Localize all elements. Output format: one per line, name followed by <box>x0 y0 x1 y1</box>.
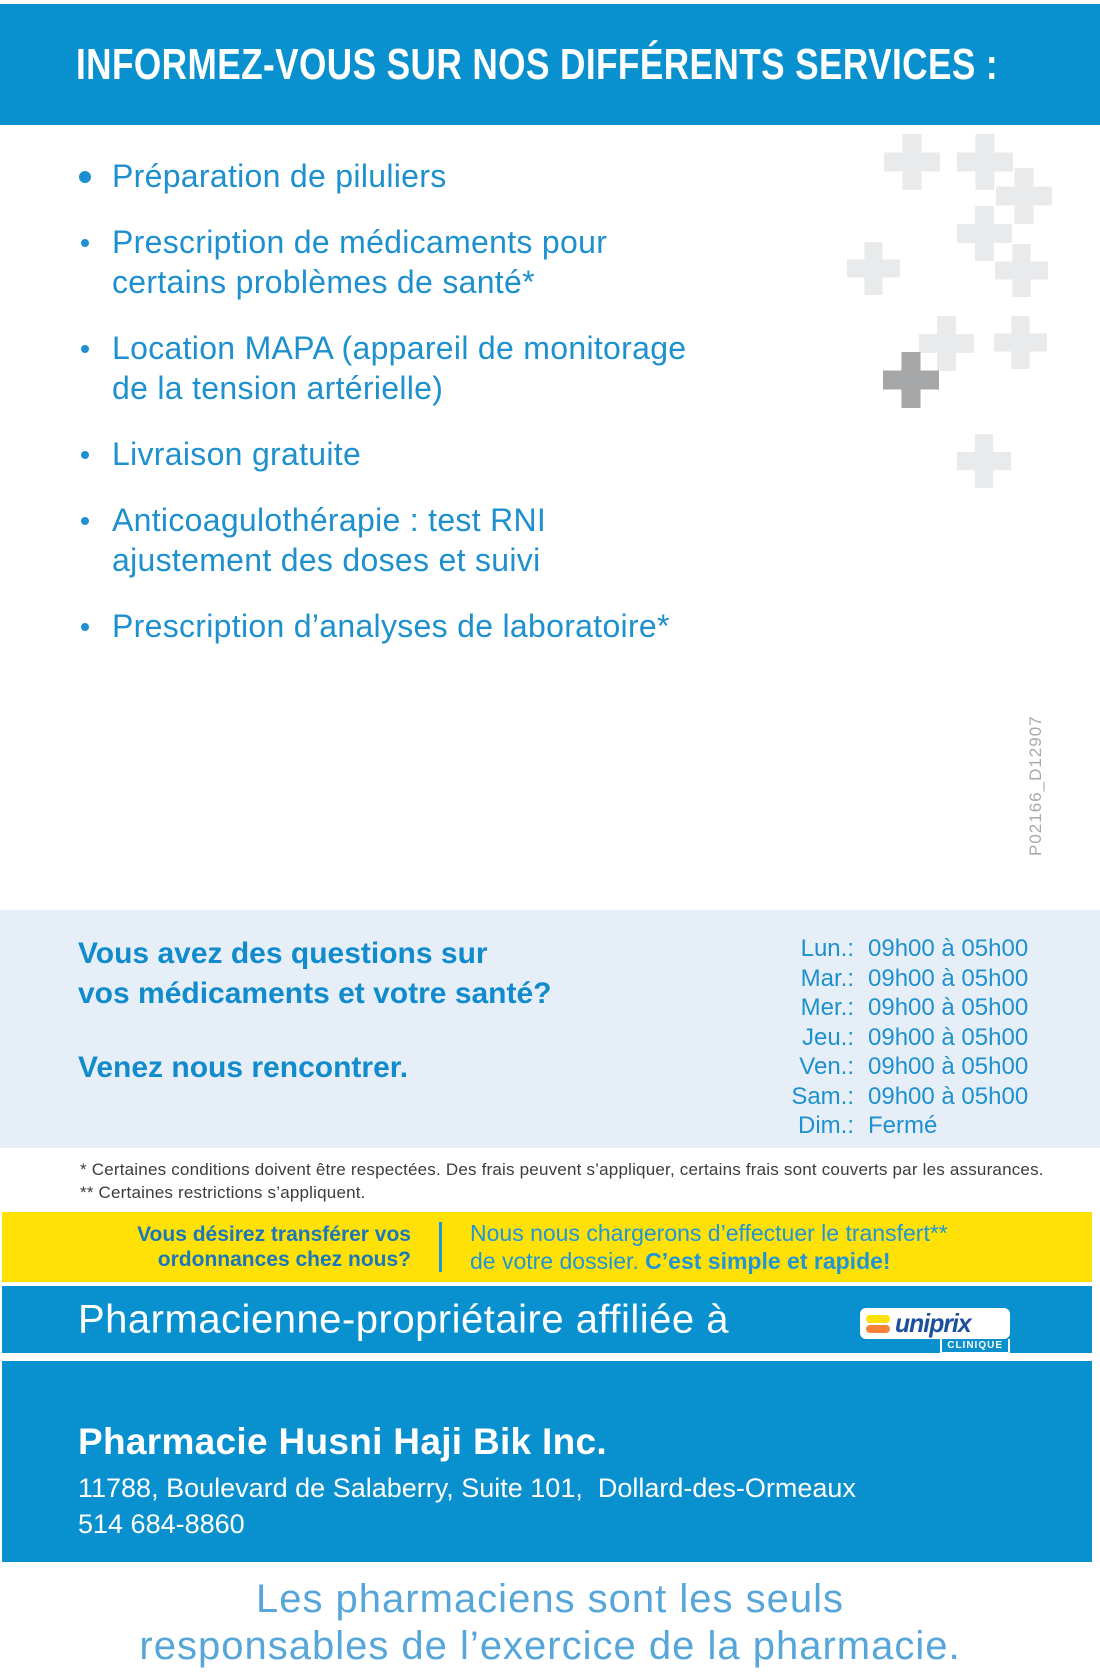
plus-icon <box>919 316 974 371</box>
hours-row <box>788 993 1028 1023</box>
plus-icon <box>996 168 1052 224</box>
legal-note-line: Les pharmaciens sont les seuls <box>255 1577 845 1621</box>
legal-note-line: responsables de l’exercice de la pharmacie. <box>139 1624 961 1668</box>
bullet-icon <box>76 606 112 646</box>
service-line: certains problèmes de santé* <box>112 264 535 300</box>
plus-icon <box>957 434 1011 488</box>
bullet-icon <box>76 328 112 408</box>
transfer-question-line: Vous désirez transférer vos <box>137 1223 411 1246</box>
list-item <box>76 500 856 580</box>
plus-icon <box>957 134 1013 190</box>
pharmacy-address: 11788, Boulevard de Salaberry, Suite 101, Dollard-des-Ormeaux <box>78 1473 856 1503</box>
print-code: P02166_D12907 <box>1026 715 1045 856</box>
logo-bars-icon <box>866 1315 890 1333</box>
hours-row <box>788 964 1028 994</box>
service-line: Livraison gratuite <box>112 436 362 472</box>
logo-wordmark: uniprix <box>895 1307 971 1338</box>
service-line: ajustement des doses et suivi <box>112 542 541 578</box>
list-item <box>76 328 856 408</box>
divider <box>439 1222 442 1272</box>
hours-day: Jeu.: <box>801 1023 854 1051</box>
hours-time: 09h00 à 05h00 <box>868 964 1029 992</box>
logo-subtext: CLINIQUE <box>940 1339 1010 1354</box>
fine-print <box>80 1158 1044 1204</box>
bullet-icon <box>76 222 112 302</box>
list-item <box>76 434 856 474</box>
plus-icon <box>995 244 1048 297</box>
page-title: INFORMEZ-VOUS SUR NOS DIFFÉRENTS SERVICES : <box>76 39 999 89</box>
bullet-icon <box>76 156 112 196</box>
fine-print-line: * Certaines conditions doivent être respectées. Des frais peuvent s’appliquer, certains frais sont couverts par les assurances. <box>80 1160 1044 1179</box>
transfer-answer <box>470 1219 948 1275</box>
uniprix-logo <box>860 1307 1010 1351</box>
header-banner <box>0 4 1100 125</box>
service-line: de la tension artérielle) <box>112 370 444 406</box>
hours-time: 09h00 à 05h00 <box>868 935 1029 962</box>
plus-icon <box>994 316 1047 369</box>
hours-time: Fermé <box>868 1112 938 1139</box>
plus-icon <box>883 352 939 408</box>
affiliation-band <box>2 1286 1092 1353</box>
hours-time: 09h00 à 05h00 <box>868 1082 1029 1110</box>
question-line: Vous avez des questions sur <box>78 937 488 970</box>
hours-day: Sam.: <box>791 1082 854 1110</box>
transfer-answer-line: de votre dossier. C’est simple et rapide! <box>470 1248 891 1274</box>
opening-hours <box>788 934 1028 1141</box>
transfer-question-line: ordonnances chez nous? <box>157 1248 411 1271</box>
service-line: Préparation de piluliers <box>112 158 447 194</box>
cta-text: Venez nous rencontrer. <box>78 1051 409 1084</box>
list-item <box>76 156 856 196</box>
questions-block <box>78 934 552 1088</box>
hours-day: Lun.: <box>800 935 854 962</box>
hours-day: Dim.: <box>798 1112 854 1139</box>
transfer-banner <box>2 1212 1092 1282</box>
transfer-answer-line: Nous nous chargerons d’effectuer le transfert** <box>470 1220 948 1246</box>
bullet-icon <box>76 434 112 474</box>
services-list <box>76 156 856 672</box>
pharmacy-phone: 514 684-8860 <box>78 1509 245 1539</box>
legal-note <box>0 1576 1100 1670</box>
hours-day: Ven.: <box>799 1053 854 1080</box>
question-line: vos médicaments et votre santé? <box>78 977 552 1010</box>
bullet-icon <box>76 500 112 580</box>
hours-row <box>788 1052 1028 1082</box>
hours-day: Mar.: <box>800 964 854 992</box>
plus-icon <box>884 134 940 190</box>
plus-icon <box>957 206 1012 261</box>
hours-day: Mer.: <box>800 994 854 1021</box>
service-line: Prescription de médicaments pour <box>112 224 608 260</box>
pharmacy-band <box>2 1361 1092 1562</box>
transfer-question <box>2 1222 439 1272</box>
hours-row <box>788 1023 1028 1053</box>
service-line: Location MAPA (appareil de monitorage <box>112 330 687 366</box>
hours-row <box>788 1111 1028 1141</box>
hours-time: 09h00 à 05h00 <box>868 994 1029 1021</box>
list-item <box>76 222 856 302</box>
hours-time: 09h00 à 05h00 <box>868 1053 1029 1080</box>
hours-row <box>788 934 1028 964</box>
hours-time: 09h00 à 05h00 <box>868 1023 1029 1051</box>
affiliation-label: Pharmacienne-propriétaire affiliée à <box>78 1297 729 1341</box>
info-band <box>0 910 1100 1148</box>
transfer-answer-highlight: C’est simple et rapide! <box>645 1248 891 1274</box>
list-item <box>76 606 856 646</box>
hours-row <box>788 1082 1028 1112</box>
service-line: Anticoagulothérapie : test RNI <box>112 502 547 538</box>
pharmacy-name: Pharmacie Husni Haji Bik Inc. <box>78 1421 607 1462</box>
fine-print-line: ** Certaines restrictions s’appliquent. <box>80 1183 366 1202</box>
service-line: Prescription d’analyses de laboratoire* <box>112 608 670 644</box>
